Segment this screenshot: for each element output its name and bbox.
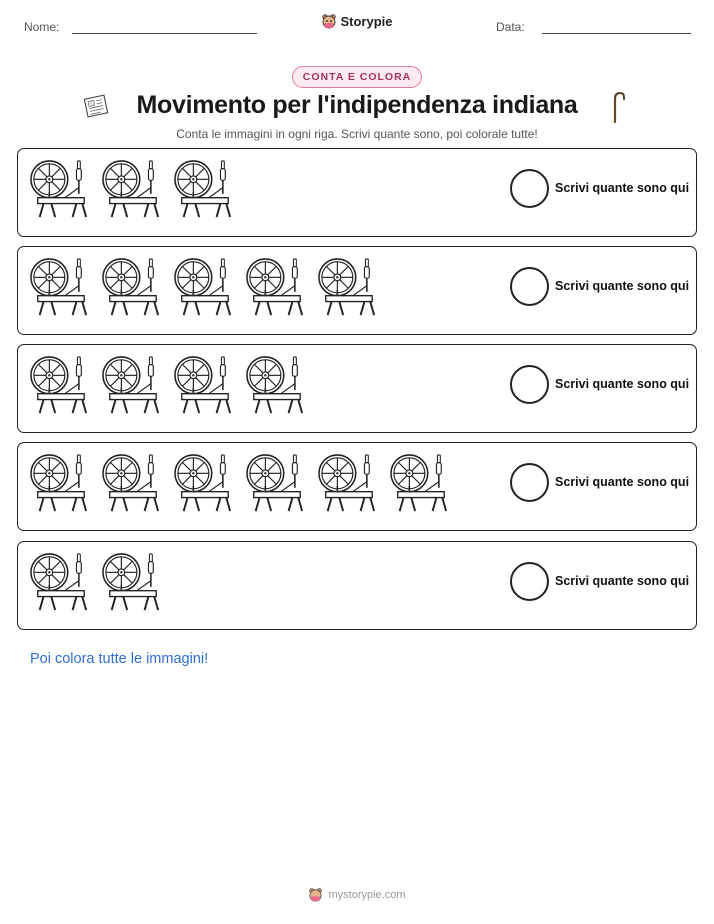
spinning-wheel-icon: [102, 452, 162, 514]
count-row: [17, 148, 697, 237]
answer-prompt: Scrivi quante sono qui: [555, 377, 690, 391]
count-row: [17, 344, 697, 433]
spinning-wheel-icon: [174, 452, 234, 514]
spinning-wheel-icon: [30, 354, 90, 416]
spinning-wheel-icon: [102, 551, 162, 613]
spinning-wheel-icon: [174, 158, 234, 220]
storypie-logo-icon: [308, 887, 323, 902]
row-items: [30, 354, 306, 418]
page-title: Movimento per l'indipendenza indiana: [136, 91, 578, 119]
brand: [0, 13, 714, 34]
spinning-wheel-icon: [174, 354, 234, 416]
coloring-note: Poi colora tutte le immagini!: [30, 651, 209, 667]
answer-circle[interactable]: [510, 169, 549, 208]
activity-badge: CONTA E COLORA: [292, 66, 423, 88]
brand-name: Storypie: [340, 13, 393, 29]
spinning-wheel-icon: [102, 354, 162, 416]
spinning-wheel-icon: [30, 452, 90, 514]
count-row: [17, 246, 697, 335]
name-label: Nome:: [24, 20, 60, 34]
footer: [0, 887, 714, 907]
answer-circle[interactable]: [510, 463, 549, 502]
count-row: [17, 442, 697, 531]
spinning-wheel-icon: [102, 256, 162, 318]
instructions: Conta le immagini in ogni riga. Scrivi quante sono, poi colorale tutte!: [176, 127, 538, 141]
row-items: [30, 256, 378, 320]
spinning-wheel-icon: [246, 354, 306, 416]
date-label: Data:: [496, 20, 525, 34]
spinning-wheel-icon: [246, 256, 306, 318]
spinning-wheel-icon: [30, 158, 90, 220]
storypie-logo-icon: [321, 13, 337, 29]
row-items: [30, 551, 162, 615]
row-items: [30, 452, 450, 516]
walking-stick-icon: [608, 91, 628, 123]
answer-circle[interactable]: [510, 562, 549, 601]
answer-prompt: Scrivi quante sono qui: [555, 574, 690, 588]
spinning-wheel-icon: [30, 551, 90, 613]
spinning-wheel-icon: [246, 452, 306, 514]
spinning-wheel-icon: [318, 452, 378, 514]
answer-circle[interactable]: [510, 267, 549, 306]
row-items: [30, 158, 234, 222]
answer-circle[interactable]: [510, 365, 549, 404]
spinning-wheel-icon: [30, 256, 90, 318]
answer-prompt: Scrivi quante sono qui: [555, 475, 690, 489]
footer-url: mystorypie.com: [328, 888, 406, 901]
answer-prompt: Scrivi quante sono qui: [555, 181, 690, 195]
spinning-wheel-icon: [102, 158, 162, 220]
spinning-wheel-icon: [318, 256, 378, 318]
spinning-wheel-icon: [390, 452, 450, 514]
count-row: [17, 541, 697, 630]
spinning-wheel-icon: [174, 256, 234, 318]
date-field[interactable]: [542, 33, 691, 34]
answer-prompt: Scrivi quante sono qui: [555, 279, 690, 293]
